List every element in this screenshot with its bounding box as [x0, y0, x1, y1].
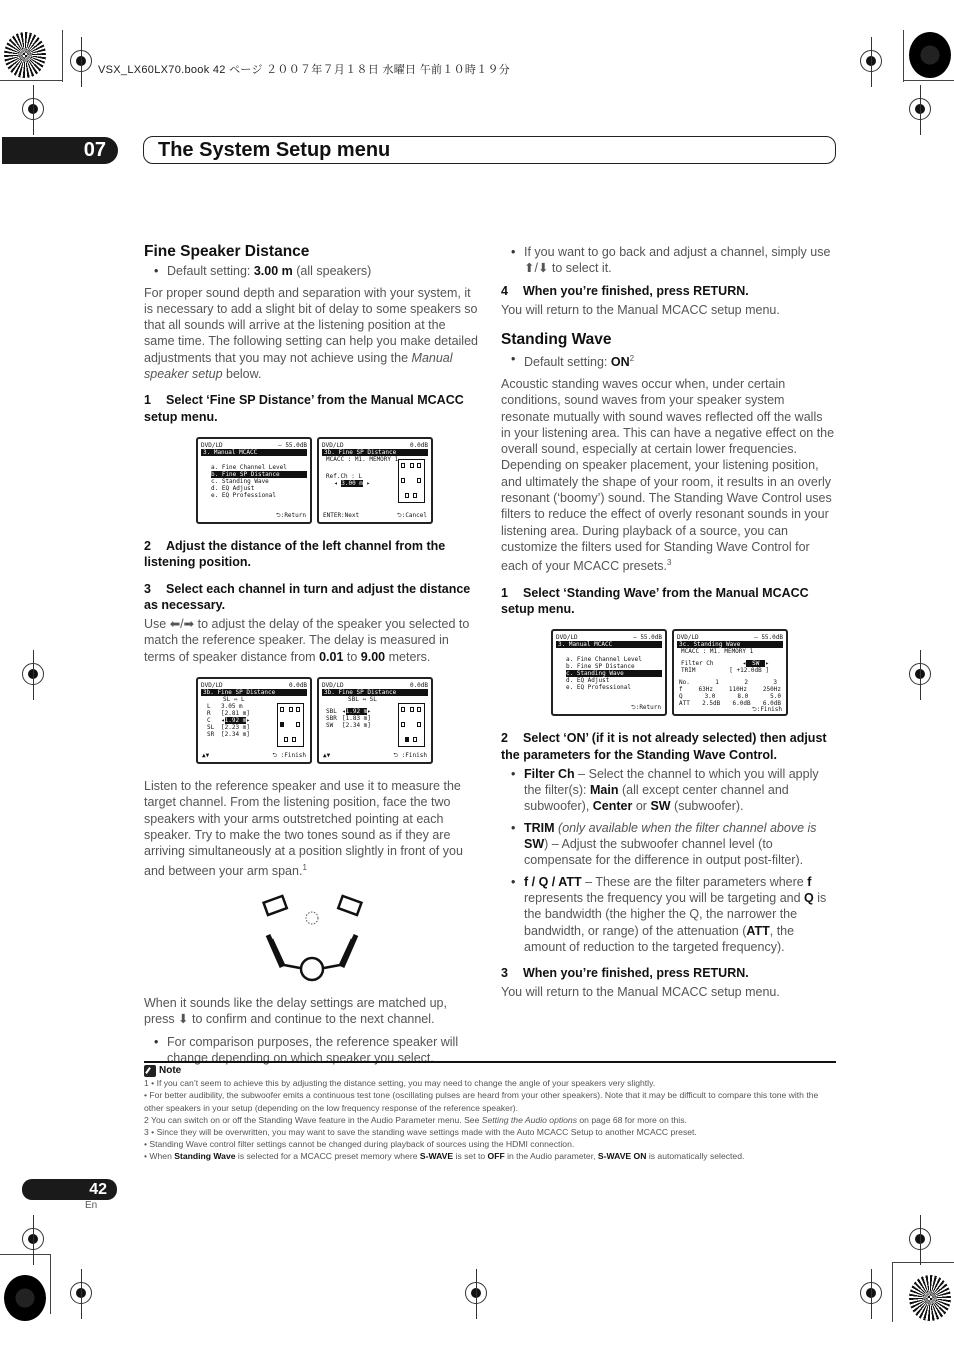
right-column [501, 244, 835, 1007]
crop-mark [0, 1254, 50, 1255]
trim-value[interactable]: [ +12.0dB ] [729, 667, 769, 675]
speaker-layout-icon [398, 703, 425, 747]
listener-with-speakers-icon [144, 885, 478, 985]
menu-item[interactable]: c. Standing Wave [211, 477, 269, 485]
osd-screens-step1 [196, 437, 478, 524]
f-q-att-bullet: • f / Q / ATT – These are the filter parameters where f represents the frequency you will be targeting and Q is the bandwidth (the higher the Q, the narrower the bandwidth, or range) of the attenuation (ATT, the amount of reduction to the targeted frequency). [501, 874, 835, 955]
crop-mark [50, 1254, 51, 1314]
note-heading: Note [144, 1065, 836, 1077]
crop-mark [892, 1262, 893, 1322]
intro-paragraph: For proper sound depth and separation with your system, it is necessary to add a slight bit of delay to some speakers so that all sounds will arrive at the listening position at the same time. The following setting can help you make detailed adjustments that you may not achieve using the Manual speaker setup below. [144, 285, 478, 382]
osd-fine-sp-distance-back-screen: DVD/LD 0.0dB 3b. Fine SP Distance SBL ⇔ SL SBL ◂1.92 m▸ SBR [1.83 m] SW [2.34 m] ▲▼ ⮌ :Finish [317, 677, 433, 764]
menu-item[interactable]: e. EQ Professional [566, 684, 632, 692]
speaker-layout-icon [277, 703, 304, 747]
registration-target-icon [909, 1275, 951, 1321]
file-header: VSX_LX60LX70.book 42 ページ ２００７年７月１８日 水曜日 午前１０時１９分 [98, 64, 511, 76]
step-4-body: You will return to the Manual MCACC setup menu. [501, 302, 780, 317]
chapter-number: 07 [2, 137, 118, 164]
registration-target-icon [4, 1275, 46, 1321]
menu-item[interactable]: a. Fine Channel Level [211, 463, 287, 471]
step-1: 1 Select ‘Standing Wave’ from the Manual MCACC setup menu. [501, 585, 809, 616]
crop-mark [62, 30, 63, 82]
note-3c: • When Standing Wave is selected for a MCACC preset memory where S-WAVE is set to OFF in the Audio parameter, S-WAVE ON is automatically selected. [144, 1151, 745, 1162]
menu-item[interactable]: d. EQ Adjust [566, 677, 610, 685]
crop-mark [903, 30, 904, 82]
note-1a: 1 • If you can’t seem to achieve this by adjusting the distance setting, you may need to change the angle of your speakers very slightly. [144, 1078, 656, 1089]
selected-distance[interactable]: 1.92 m [345, 708, 368, 716]
menu-item[interactable]: e. EQ Professional [211, 491, 277, 499]
crop-mark [892, 1262, 954, 1263]
registration-target-icon [4, 32, 46, 78]
filter-ch-bullet: • Filter Ch – Select the channel to which you will apply the filter(s): Main (all except center channel and subwoofer), Center or SW (subwoofer). [501, 766, 835, 815]
back-adjust-bullet: • If you want to go back and adjust a channel, simply use ⬆/⬇ to select it. [501, 244, 835, 277]
crop-mark [903, 80, 954, 81]
note-3b: • Standing Wave control filter settings cannot be changed during playback of sources using the HDMI connection. [144, 1139, 575, 1150]
menu-item[interactable]: b. Fine SP Distance [566, 663, 635, 671]
step-3-body: Use ⬅/➡ to adjust the delay of the speaker you selected to match the reference speaker. The delay is measured in terms of speaker distance from 0.01 to 9.00 meters. [144, 617, 470, 664]
confirm-paragraph: When it sounds like the delay settings are matched up, press ⬇ to confirm and continue to the next channel. [144, 995, 447, 1027]
menu-item-selected[interactable]: c. Standing Wave [566, 670, 662, 677]
registration-mark-icon [22, 98, 44, 120]
osd-screens-step3 [196, 677, 478, 764]
registration-mark-icon [860, 50, 882, 72]
osd-standing-wave-screen: DVD/LD – 55.0dB 3c. Standing Wave MCACC : M1. MEMORY 1 Filter Ch ◂ SW ▸ TRIM [ +12.0dB ] No. 1 2 3 f 63Hz 110Hz 250Hz Q 3.0 8.0 5.0 ATT 2.5dB 6.0dB 6.0dB ⮌:Finish [672, 629, 788, 716]
note-2: 2 You can switch on or off the Standing Wave feature in the Audio Parameter menu. See Setting the Audio options on page 68 for more on this. [144, 1114, 687, 1125]
menu-item[interactable]: d. EQ Adjust [211, 484, 255, 492]
notes-section [144, 1061, 836, 1163]
step-3: 3 When you’re finished, press RETURN. [501, 966, 749, 981]
osd-manual-mcacc-screen: DVD/LD – 55.0dB 3. Manual MCACC a. Fine Channel Level b. Fine SP Distance c. Standing Wave d. EQ Adjust e. EQ Professional ⮌:Return [196, 437, 312, 524]
registration-target-icon [909, 32, 951, 78]
page-number: 42 [22, 1179, 117, 1200]
section-heading-fine-speaker-distance: Fine Speaker Distance [144, 243, 310, 260]
note-1b: • For better audibility, the subwoofer emits a continuous test tone (oscillating pulses are heard from your other speakers). Note that it may be difficult to compare this tone with the other speakers in your setup (depending on the low frequency response of the reference speaker). [144, 1090, 819, 1113]
registration-mark-icon [909, 663, 931, 685]
registration-mark-icon [70, 1282, 92, 1304]
default-setting: • Default setting: 3.00 m (all speakers) [144, 263, 478, 279]
registration-mark-icon [909, 98, 931, 120]
listener-illustration [144, 885, 478, 985]
step-3: 3 Select each channel in turn and adjust the distance as necessary. [144, 581, 471, 612]
default-setting: • Default setting: $ON^2$ [501, 351, 835, 370]
registration-mark-icon [465, 1282, 487, 1304]
standing-wave-intro: Acoustic standing waves occur when, under certain conditions, sound waves from your speaker system resonate mutually with sound waves reflected off the walls in your listening area. This can have a negative effect on the overall sound, especially at certain lower frequencies. Depending on speaker placement, your listening position, and ultimately the shape of your room, it results in an overly resonant (‘boomy’) sound. The Standing Wave Control uses filters to reduce the effect of overly resonant sounds in your listening area. During playback of a source, you can customize the filters used for Standing Wave Control for each of your MCACC presets.$^3$ [501, 376, 835, 574]
step-2: 2 Select ‘ON’ (if it is not already selected) then adjust the parameters for the Standing Wave Control. [501, 731, 827, 762]
ref-distance-value[interactable]: 3.00 m [341, 479, 363, 487]
pencil-note-icon [144, 1065, 156, 1077]
crop-mark [0, 80, 62, 81]
note-3a: 3 • Since they will be overwritten, you may want to save the standing wave settings made with the Auto MCACC Setup to another MCACC preset. [144, 1127, 697, 1138]
section-heading-standing-wave: Standing Wave [501, 331, 612, 349]
step-1: 1 Select ‘Fine SP Distance’ from the Manual MCACC setup menu. [144, 393, 464, 424]
menu-item-selected[interactable]: b. Fine SP Distance [211, 471, 307, 478]
comparison-bullet: • For comparison purposes, the reference speaker will change depending on which speaker you select. [144, 1034, 478, 1067]
registration-mark-icon [70, 50, 92, 72]
selected-distance[interactable]: 1.92 m [224, 717, 247, 725]
speaker-layout-icon [398, 459, 425, 503]
filter-channel-value[interactable]: SW [746, 660, 765, 667]
registration-mark-icon [22, 1228, 44, 1250]
left-column [144, 244, 478, 1071]
chapter-title: The System Setup menu [143, 136, 836, 164]
registration-mark-icon [909, 1228, 931, 1250]
menu-item[interactable]: a. Fine Channel Level [566, 656, 642, 664]
osd-manual-mcacc-screen: DVD/LD – 55.0dB 3. Manual MCACC a. Fine Channel Level b. Fine SP Distance c. Standing Wave d. EQ Adjust e. EQ Professional ⮌:Return [551, 629, 667, 716]
step-4: 4 When you’re finished, press RETURN. [501, 283, 749, 298]
listen-paragraph: Listen to the reference speaker and use it to measure the target channel. From the listening position, face the two speakers with your arms outstretched pointing at each speaker. Try to make the two tones sound as if they are arriving simultaneously at a position slightly in front of you and between your arm span.$^1$ [144, 779, 463, 878]
osd-screens-standing-wave [551, 629, 835, 716]
page-language: En [85, 1200, 98, 1211]
osd-fine-sp-distance-front-screen: DVD/LD 0.0dB 3b. Fine SP Distance SL ⇔ L L 3.05 m R [2.81 m] C ◂1.92 m▸ SL [2.23 m] SR [2.34 m] ▲▼ ⮌ :Finish [196, 677, 312, 764]
registration-mark-icon [22, 663, 44, 685]
step-2: 2 Adjust the distance of the left channel from the listening position. [144, 538, 446, 570]
registration-mark-icon [860, 1282, 882, 1304]
trim-bullet: • TRIM (only available when the filter channel above is SW) – Adjust the subwoofer channel level (to compensate for the difference in output post-filter). [501, 820, 835, 869]
step-3-body: You will return to the Manual MCACC setup menu. [501, 985, 780, 1000]
osd-fine-sp-distance-screen: DVD/LD 0.0dB 3b. Fine SP Distance MCACC : M1. MEMORY 1 Ref.Ch : L ◂ 3.00 m ▸ ENTER:Next ⮌:Cancel [317, 437, 433, 524]
